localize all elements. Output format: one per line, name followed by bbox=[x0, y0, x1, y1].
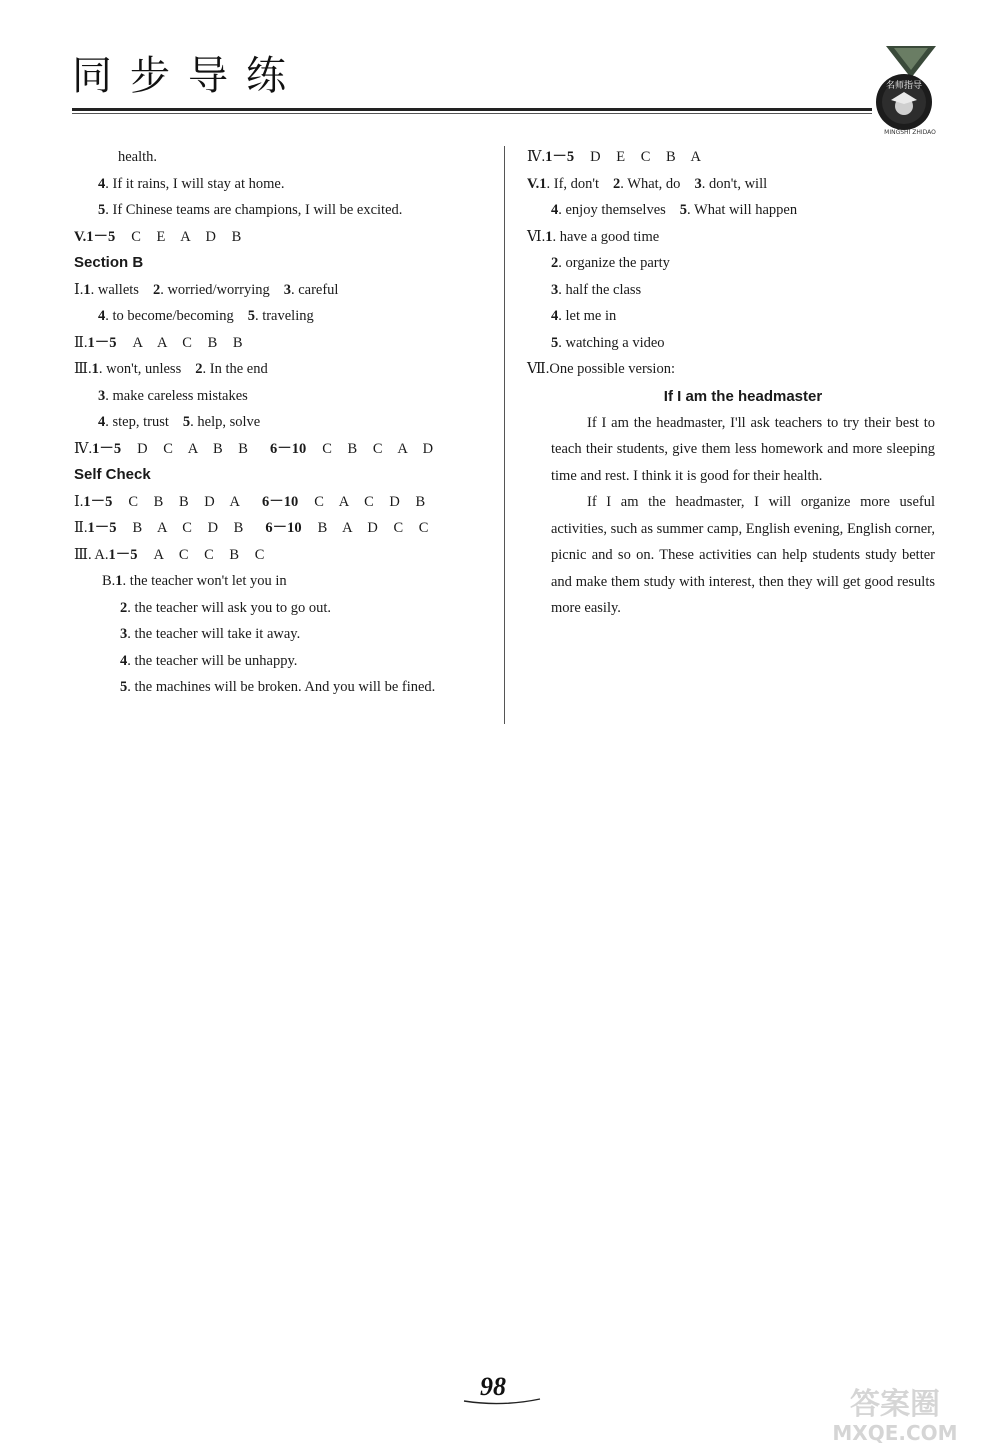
answer-line: 4. the teacher will be unhappy. bbox=[120, 652, 298, 669]
column-divider bbox=[504, 146, 505, 724]
logo-label: 名师指导 bbox=[885, 81, 923, 91]
answer-line: 3. half the class bbox=[551, 281, 642, 298]
answer-line: Ⅲ.1. won't, unless 2. In the end bbox=[74, 361, 268, 377]
answer-line: 5. If Chinese teams are champions, I will be excited. bbox=[98, 202, 403, 218]
mingshi-zhidao-logo bbox=[846, 44, 946, 136]
answer-line: 5. watching a video bbox=[551, 334, 665, 351]
answer-line: 4. let me in bbox=[551, 308, 617, 324]
left-column bbox=[74, 144, 486, 700]
answer-line: 5. the machines will be broken. And you will be fined. bbox=[120, 679, 436, 695]
answer-line: Ⅰ.1－5 C B B D A 6－10 C A C D B bbox=[74, 493, 432, 510]
answer-line: health. bbox=[118, 149, 158, 165]
right-column bbox=[527, 144, 935, 622]
essay-title: If I am the headmaster bbox=[663, 387, 823, 405]
answer-line: 4. step, trust 5. help, solve bbox=[98, 414, 261, 430]
essay-paragraph: If I am the headmaster, I will organize more useful activities, such as summer camp, English evening, English corner, picnic and so on. These activities can help students study better and make them study with interest, then they will get good results more easily. bbox=[551, 494, 935, 616]
watermark-logo bbox=[800, 1384, 990, 1444]
answer-line: 4. If it rains, I will stay at home. bbox=[98, 175, 285, 192]
watermark-text: 答案圈 MXQE.COM bbox=[832, 1387, 958, 1444]
answer-line: Ⅵ.1. have a good time bbox=[527, 228, 660, 245]
answer-line: Ⅳ.1－5 D E C B A bbox=[527, 149, 707, 165]
header-rule bbox=[72, 108, 872, 111]
answer-line: V.1. If, don't 2. What, do 3. don't, will bbox=[527, 175, 768, 192]
answer-line: Ⅰ.1. wallets 2. worried/worrying 3. careful bbox=[74, 281, 339, 298]
section-heading: Self Check bbox=[74, 466, 151, 483]
answer-line: 4. to become/becoming 5. traveling bbox=[98, 308, 314, 324]
logo-sub: MINGSHI ZHIDAO bbox=[884, 129, 936, 136]
page-number-swash bbox=[462, 1398, 542, 1406]
header-rule-thin bbox=[72, 113, 872, 114]
answer-line: 3. make careless mistakes bbox=[98, 387, 248, 404]
answer-line: 4. enjoy themselves 5. What will happen bbox=[551, 202, 798, 218]
answer-line: Ⅱ.1－5 A A C B B bbox=[74, 334, 249, 351]
answer-line: 2. organize the party bbox=[551, 255, 670, 271]
answer-line: B.1. the teacher won't let you in bbox=[102, 573, 287, 589]
answer-line: 3. the teacher will take it away. bbox=[120, 626, 301, 642]
answer-line: V.1－5 C E A D B bbox=[74, 228, 248, 245]
answer-line: Ⅱ.1－5 B A C D B 6－10 B A D C C bbox=[74, 520, 435, 536]
answer-line: Ⅳ.1－5 D C A B B 6－10 C B C A D bbox=[74, 440, 440, 457]
answer-line: 2. the teacher will ask you to go out. bbox=[120, 599, 332, 616]
page-header-title: 同步导练 bbox=[72, 53, 304, 99]
section-heading: Section B bbox=[74, 254, 144, 271]
page-number: 98 bbox=[480, 1372, 506, 1401]
answer-line: Ⅲ. A.1－5 A C C B C bbox=[74, 546, 271, 563]
essay-paragraph: If I am the headmaster, I'll ask teachers to try their best to teach their students, give them less homework and more sleeping time and rest. I think it is good for their health. bbox=[551, 414, 935, 484]
answer-line: Ⅶ.One possible version: bbox=[527, 361, 675, 377]
